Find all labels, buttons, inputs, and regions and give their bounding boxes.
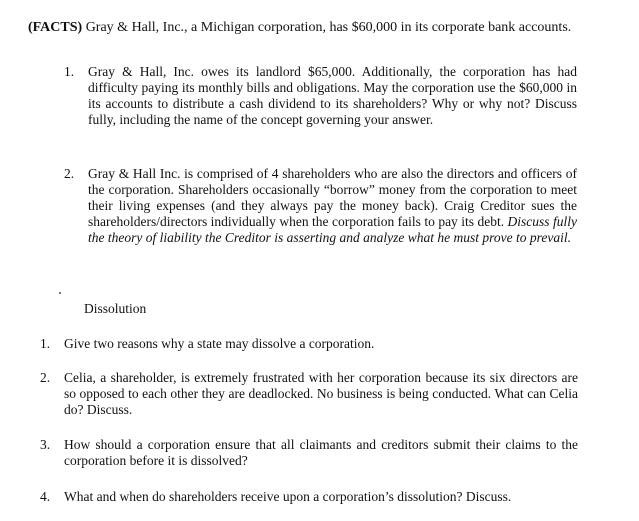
dissolution-item-4: [40, 489, 578, 505]
item-text: Celia, a shareholder, is extremely frustrated with her corporation because its six directors are so opposed to each other they are deadlocked. No business is being conducted. What can Celia do? Discuss.: [64, 370, 578, 417]
question-text: Gray & Hall, Inc. owes its landlord $65,000. Additionally, the corporation has had difficulty paying its monthly bills and obligations. May the corporation use the $60,000 in its accounts to distribute a cash dividend to its shareholders? Why or why not? Discuss fully, including the name of the concept governing your answer.: [88, 64, 577, 127]
question-2: [64, 166, 577, 246]
facts-label: (FACTS): [28, 20, 83, 35]
item-number: 4.: [40, 489, 51, 504]
dissolution-item-2: [40, 370, 578, 418]
question-italic-text: Discuss fully the theory of liability the Creditor is asserting and analyze what he must prove to prevail.: [88, 214, 577, 245]
facts-text: Gray & Hall, Inc., a Michigan corporation, has $60,000 in its corporate bank accounts.: [82, 20, 572, 35]
question-number: 2.: [64, 166, 75, 181]
question-1: [64, 64, 577, 128]
dissolution-item-1: [40, 336, 578, 352]
item-number: 3.: [40, 437, 51, 452]
question-text: Gray & Hall Inc. is comprised of 4 shareholders who are also the directors and officers of the corporation. Shareholders occasionally “borrow” money from the corporation to meet their living expenses (and they always pay the money back). Craig Creditor sues the shareholders/directors individually when the corporation fails to pay its debt.: [88, 166, 577, 229]
item-number: 1.: [40, 336, 51, 351]
stray-mark: [59, 292, 61, 294]
item-text: How should a corporation ensure that all claimants and creditors submit their claims to the corporation before it is dissolved?: [64, 437, 578, 468]
dissolution-heading: Dissolution: [84, 301, 147, 316]
facts-paragraph: [28, 20, 628, 36]
question-number: 1.: [64, 64, 75, 79]
dissolution-item-3: [40, 437, 578, 469]
item-text: What and when do shareholders receive upon a corporation’s dissolution? Discuss.: [64, 489, 512, 504]
item-text: Give two reasons why a state may dissolve a corporation.: [64, 336, 375, 351]
item-number: 2.: [40, 370, 51, 385]
